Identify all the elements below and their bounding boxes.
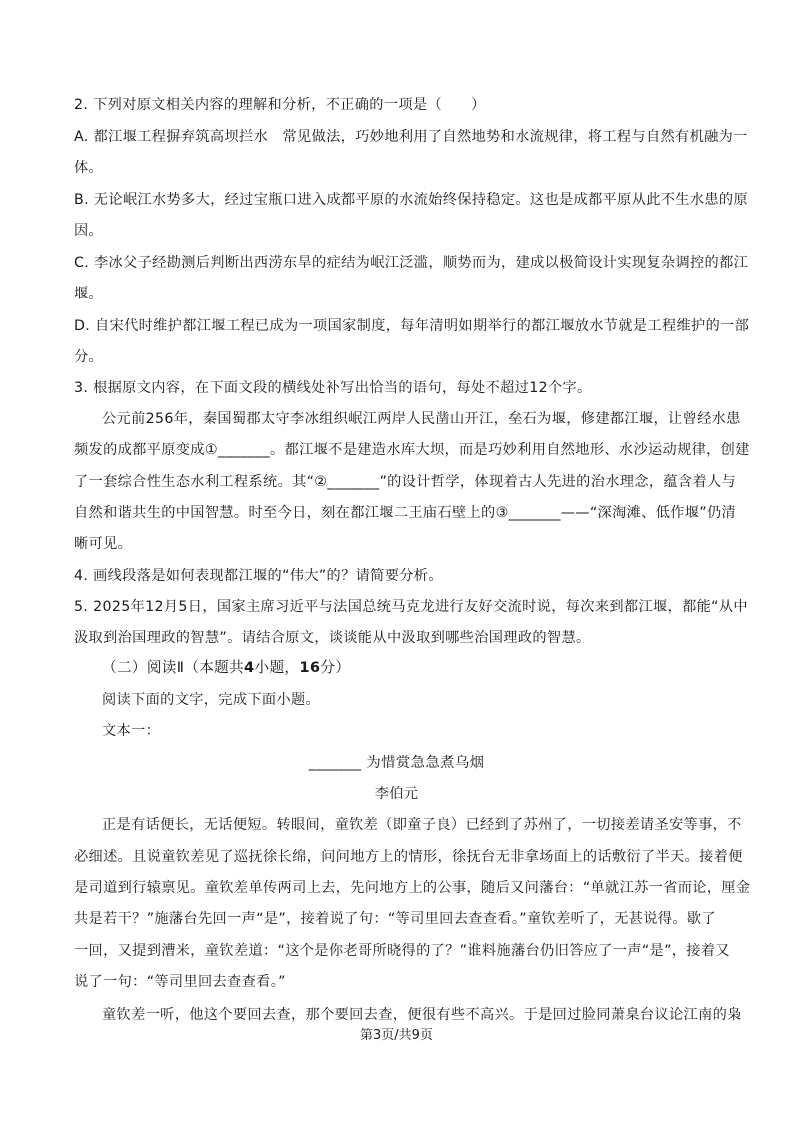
option-b-cont: 因。	[74, 223, 104, 239]
page-number: 第3页/共9页	[360, 1028, 433, 1043]
q3-passage-line: 了一套综合性生态水利工程系统。其“②_______”的设计哲学，体现着古人先进的治水理念，蕴含着人与	[74, 474, 737, 490]
q3-passage-line: 公元前256年，秦国蜀郡太守李冰组织岷江两岸人民凿山开江，垒石为堰，修建都江堰，让曾经水患	[102, 411, 741, 427]
passage-title: _______ 为惜赏急急煮乌烟	[308, 755, 485, 771]
q3-passage-line: 自然和谐共生的中国智慧。时至今日，刻在都江堰二王庙石壁上的③_______——“深淘滩、低作堰”仍清	[74, 505, 737, 521]
option-a-cont: 体。	[74, 160, 104, 176]
question-5: 5. 2025年12月5日，国家主席习近平与法国总统马克龙进行友好交流时说，每次来到都江堰，都能“从中	[74, 599, 748, 615]
passage-author: 李伯元	[374, 786, 419, 802]
question-3: 3. 根据原文内容，在下面文段的横线处补写出恰当的语句，每处不超过12个字。	[74, 380, 592, 396]
option-c-cont: 堰。	[74, 286, 104, 302]
text-one-label: 文本一：	[102, 723, 161, 739]
option-d: D. 自宋代时维护都江堰工程已成为一项国家制度，每年清明如期举行的都江堰放水节就是工程维护的一部	[74, 318, 750, 334]
passage-line: 一回，又提到漕米，童钦差道：“这个是你老哥所晓得的了？”谁料施藩台仍旧答应了一声“是”，接着又	[74, 943, 730, 959]
passage-line: 童钦差一听，他这个要回去查，那个要回去查，便很有些不高兴。于是回过脸同萧臬台议论江南的枭	[102, 1007, 742, 1023]
q3-passage-line: 晰可见。	[74, 536, 133, 552]
passage-line: 正是有话便长，无话便短。转眼间，童钦差（即童子良）已经到了苏州了，一切接差请圣安等事，不	[102, 817, 742, 833]
option-a: A. 都江堰工程摒弃筑高坝拦水 常见做法，巧妙地利用了自然地势和水流规律，将工程与自然有机融为一	[74, 129, 748, 145]
question-2: 2. 下列对原文相关内容的理解和分析，不正确的一项是（ ）	[74, 97, 486, 113]
passage-line: 共是若干？”施藩台先回一声“是”，接着说了句：“等司里回去查查看。”童钦差听了，无甚说得。歇了	[74, 911, 716, 927]
question-5-cont: 汲取到治国理政的智慧”。请结合原文，谈谈能从中汲取到哪些治国理政的智慧。	[74, 630, 591, 646]
option-c: C. 李冰父子经勘测后判断出西涝东旱的症结为岷江泛滥，顺势而为，建成以极简设计实现复杂调控的都江	[74, 255, 749, 271]
passage-line: 必细述。且说童钦差见了巡抚徐长绵，问问地方上的情形，徐抚台无非拿场面上的话敷衍了半天。接着便	[74, 849, 743, 865]
question-4: 4. 画线段落是如何表现都江堰的“伟大”的？请简要分析。	[74, 568, 443, 584]
section-heading: （二）阅读Ⅱ（本题共4小题，16分）	[102, 659, 351, 676]
passage-line: 说了一句：“等司里回去查查看。”	[74, 974, 286, 990]
reading-instruction: 阅读下面的文字，完成下面小题。	[102, 692, 321, 708]
option-b: B. 无论岷江水势多大，经过宝瓶口进入成都平原的水流始终保持稳定。这也是成都平原从此不生水患的原	[74, 192, 748, 208]
passage-line: 是司道到行辕禀见。童钦差单传两司上去，先问地方上的公事，随后又问藩台：“单就江苏一省而论，厘金	[74, 880, 751, 896]
option-d-cont: 分。	[74, 349, 104, 365]
q3-passage-line: 频发的成都平原变成①_______。都江堰不是建造水库大坝，而是巧妙利用自然地形、水沙运动规律，创建	[74, 442, 750, 458]
